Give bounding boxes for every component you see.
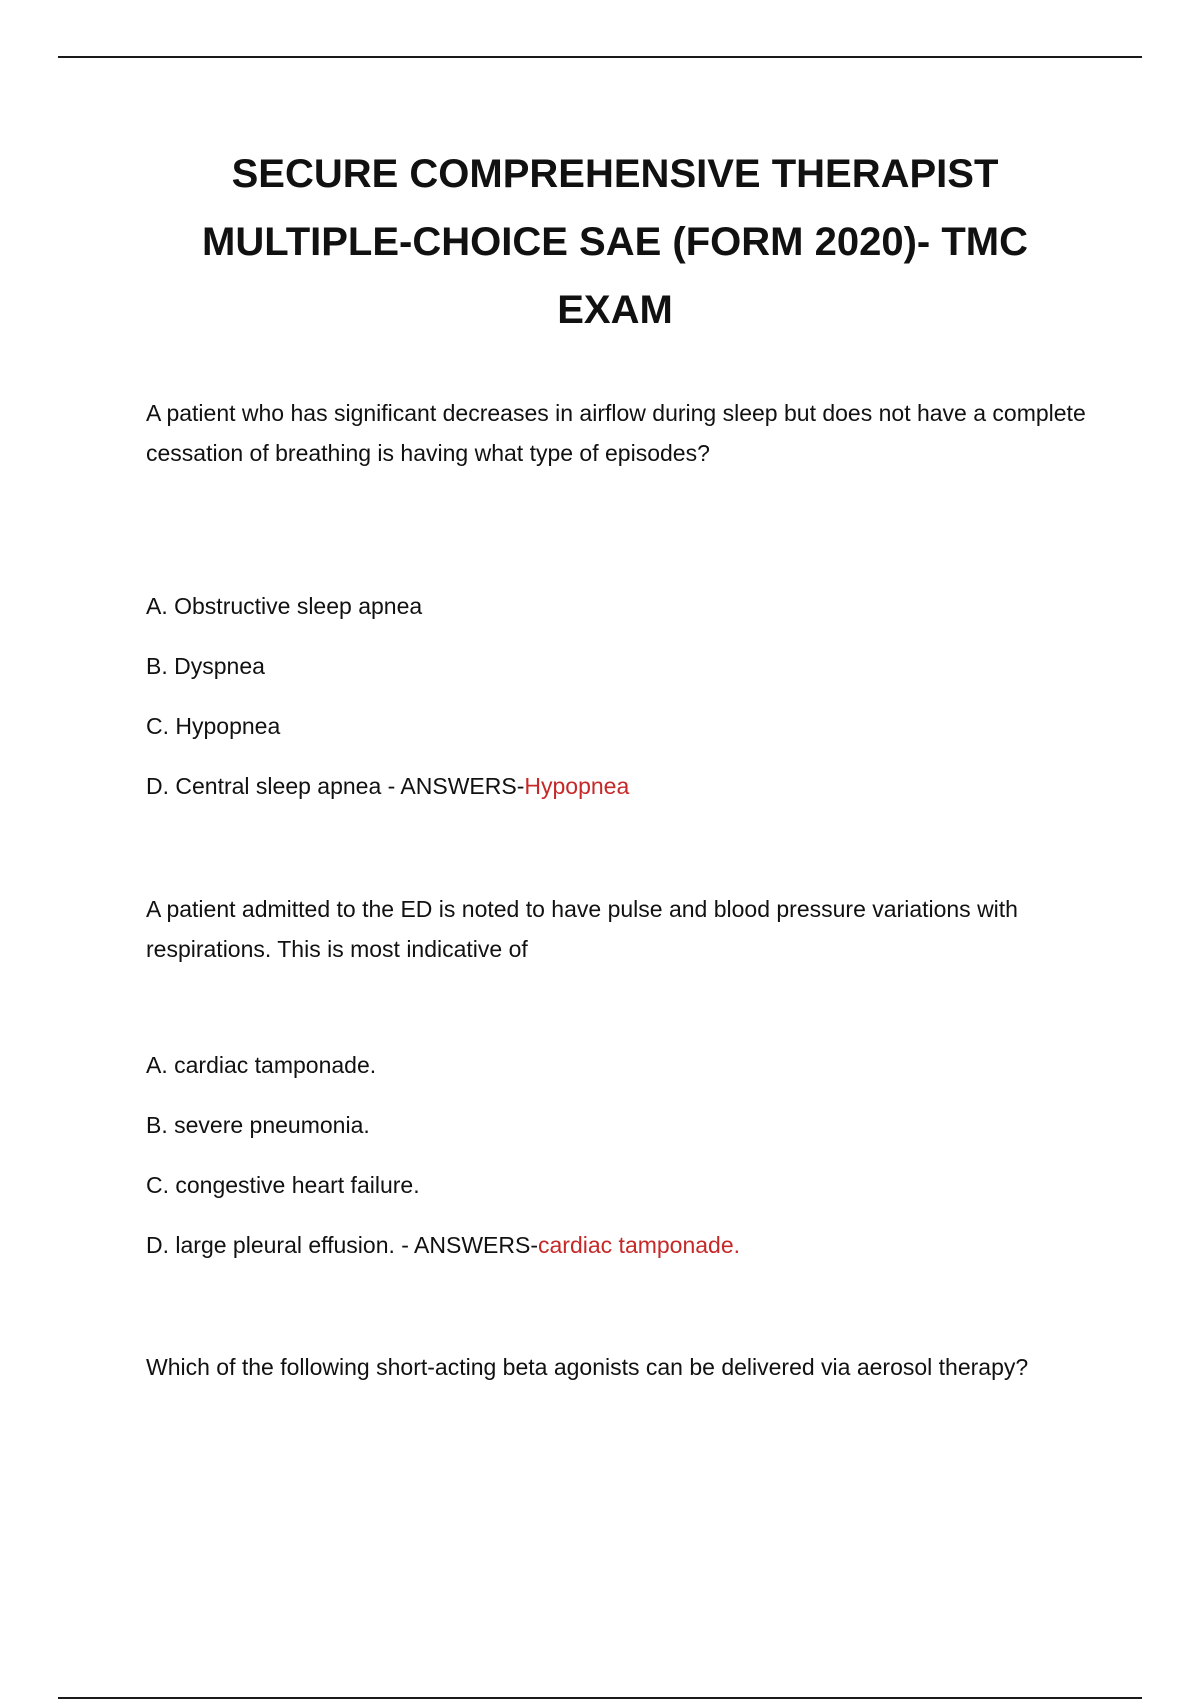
question-1-option-d-line	[146, 770, 629, 802]
question-2-option-a: A. cardiac tamponade.	[146, 1052, 377, 1078]
question-1-answer-prefix: - ANSWERS-	[381, 773, 525, 799]
header-rule	[58, 56, 1142, 58]
question-2-answer: cardiac tamponade.	[538, 1232, 741, 1258]
question-2-option-d-line	[146, 1229, 740, 1261]
question-1-option-b: B. Dyspnea	[146, 653, 265, 679]
document-title: SECURE COMPREHENSIVE THERAPIST MULTIPLE-CHOICE SAE (FORM 2020)- TMC EXAM	[202, 152, 1028, 332]
question-2-answer-prefix: - ANSWERS-	[394, 1232, 539, 1258]
question-2-option-d: D. large pleural effusion.	[146, 1232, 395, 1258]
question-1-answer: Hypopnea	[524, 773, 630, 799]
question-3-text: Which of the following short-acting beta agonists can be delivered via aerosol therapy?	[146, 1354, 1029, 1380]
question-2-text: A patient admitted to the ED is noted to have pulse and blood pressure variations with respirations. This is most indicative of	[146, 896, 1018, 962]
question-1-option-d: D. Central sleep apnea	[146, 773, 382, 799]
question-1-text: A patient who has significant decreases in airflow during sleep but does not have a complete cessation of breathing is having what type of episodes?	[146, 400, 1086, 466]
question-2-option-b: B. severe pneumonia.	[146, 1112, 370, 1138]
question-1-option-c: C. Hypopnea	[146, 713, 281, 739]
question-2-option-c: C. congestive heart failure.	[146, 1172, 420, 1198]
footer-rule	[58, 1697, 1142, 1699]
question-1-option-a: A. Obstructive sleep apnea	[146, 593, 423, 619]
